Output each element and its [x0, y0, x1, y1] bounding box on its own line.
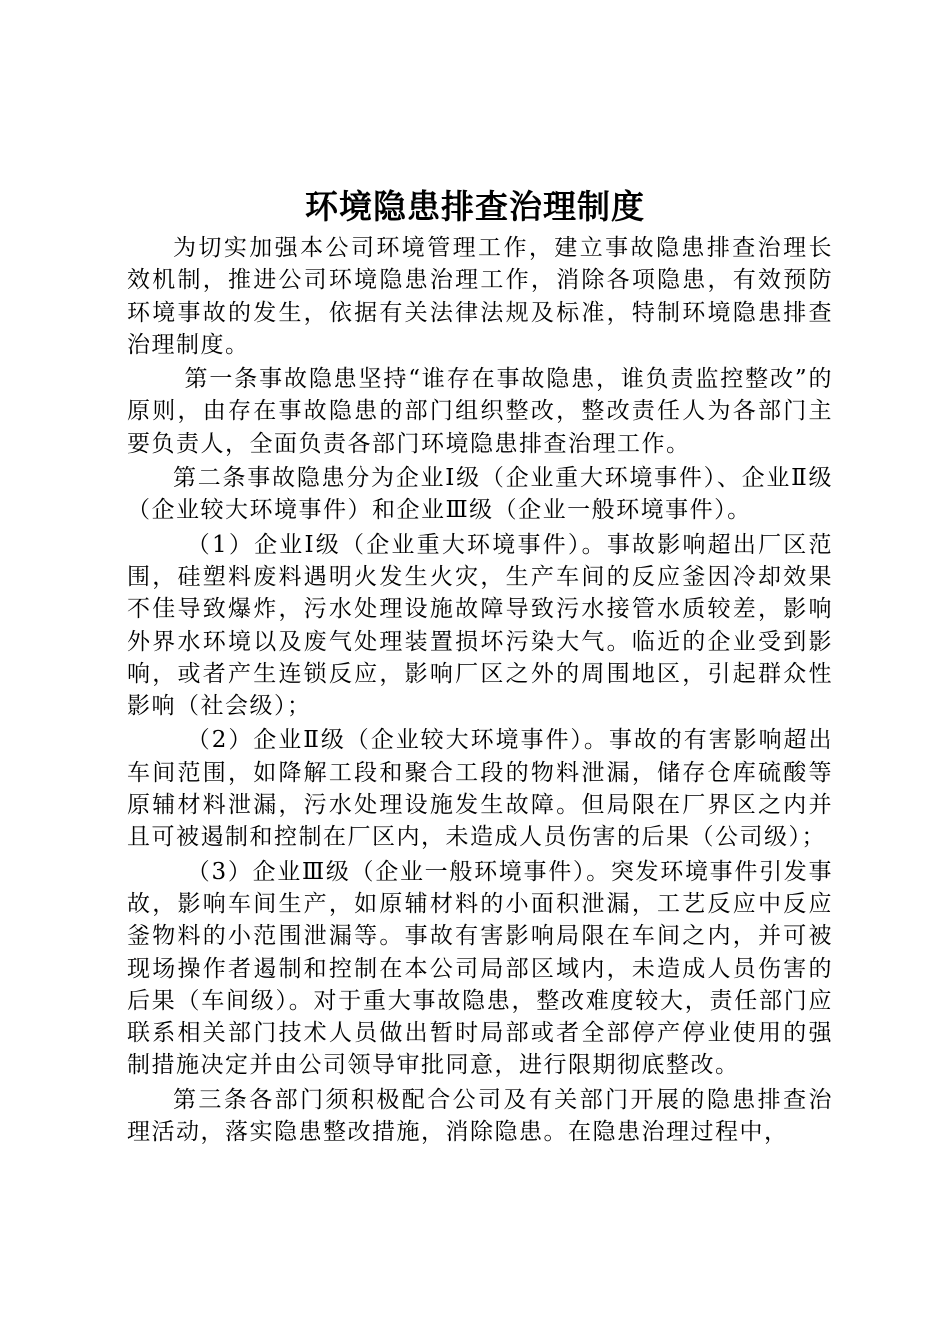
level-3-paragraph: （3）企业Ⅲ级（企业一般环境事件）。突发环境事件引发事故，影响车间生产，如原辅材料的小面积泄漏，工艺反应中反应釜物料的小范围泄漏等。事故有害影响局限在车间之内，并可被现场操作者遏制和控制在本公司局部区域内，未造成人员伤害的后果（车间级）。对于重大事故隐患，整改难度较大，责任部门应联系相关部门技术人员做出暂时局部或者全部停产停业使用的强制措施决定并由公司领导审批同意，进行限期彻底整改。 — [127, 858, 833, 1079]
document-body — [127, 232, 833, 1148]
document-title: 环境隐患排查治理制度 — [305, 187, 645, 226]
level-1-paragraph: （1）企业Ⅰ级（企业重大环境事件）。事故影响超出厂区范围，硅塑料废料遇明火发生火灾，生产车间的反应釜因冷却效果不佳导致爆炸，污水处理设施故障导致污水接管水质较差，影响外界水环境以及废气处理装置损坏污染大气。临近的企业受到影响，或者产生连锁反应，影响厂区之外的周围地区，引起群众性影响（社会级）； — [127, 531, 833, 720]
intro-paragraph: 为切实加强本公司环境管理工作，建立事故隐患排查治理长效机制，推进公司环境隐患治理工作，消除各项隐患，有效预防环境事故的发生，依据有关法律法规及标准，特制环境隐患排查治理制度。 — [127, 235, 833, 358]
article-3-paragraph: 第三条各部门须积极配合公司及有关部门开展的隐患排查治理活动，落实隐患整改措施，消除隐患。在隐患治理过程中， — [127, 1086, 833, 1146]
level-2-paragraph: （2）企业Ⅱ级（企业较大环境事件）。事故的有害影响超出车间范围，如降解工段和聚合工段的物料泄漏，储存仓库硫酸等原辅材料泄漏，污水处理设施发生故障。但局限在厂界区之内并且可被遏制和控制在厂区内，未造成人员伤害的后果（公司级）； — [127, 727, 833, 851]
article-1-paragraph: 第一条事故隐患坚持“谁存在事故隐患，谁负责监控整改”的原则，由存在事故隐患的部门组织整改，整改责任人为各部门主要负责人，全面负责各部门环境隐患排查治理工作。 — [127, 366, 833, 457]
article-2-paragraph: 第二条事故隐患分为企业Ⅰ级（企业重大环境事件）、企业Ⅱ级（企业较大环境事件）和企业Ⅲ级（企业一般环境事件）。 — [127, 465, 833, 524]
